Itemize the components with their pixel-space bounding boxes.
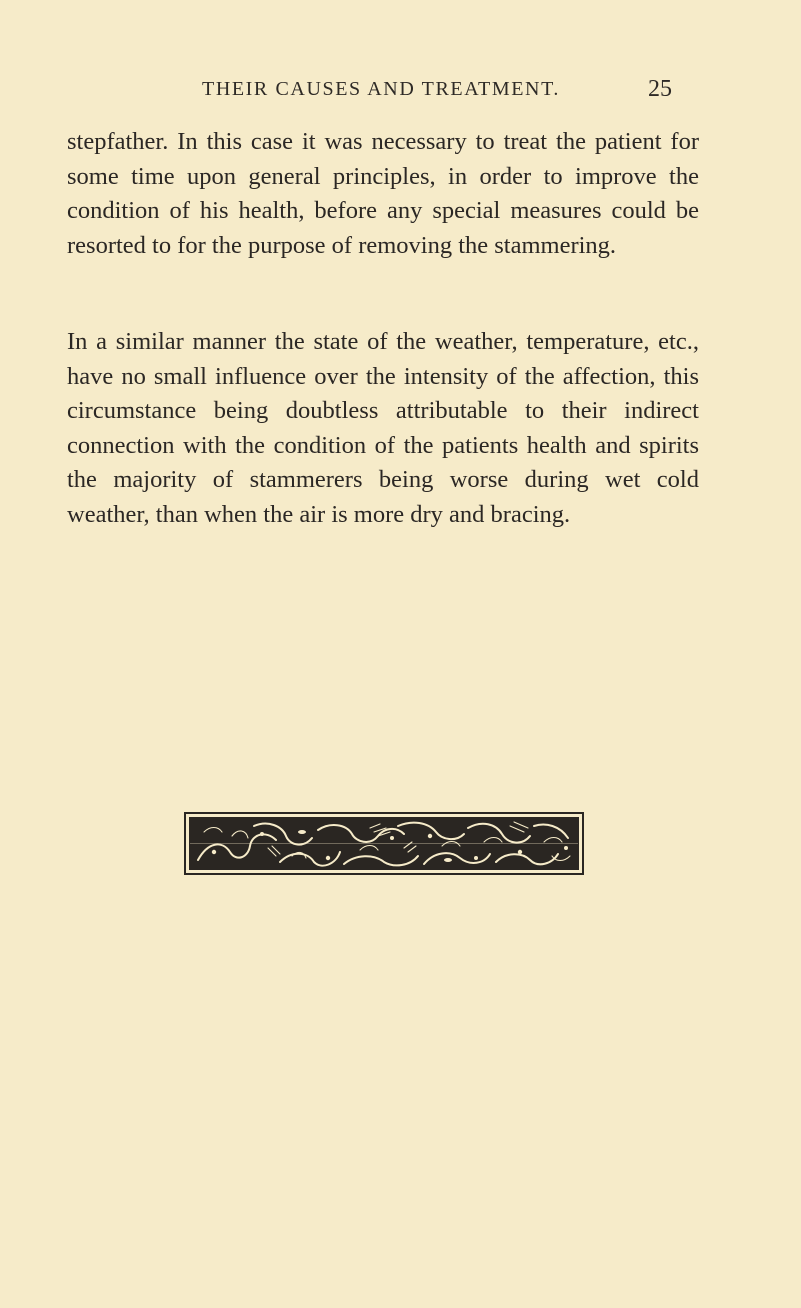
- paragraph-text: stepfather. In this case it was necessary to treat the patient for some time upon general principles, in order to improve the condition of his health, before any special measures could be resorted to for the purpose of removing the stammering.: [67, 128, 699, 259]
- running-head: [0, 78, 801, 108]
- paragraph-text: In a similar manner the state of the weather, temperature, etc., have no small influence over the intensity of the affection, this circumstance being doubtless attributable to their indirect connection with the condition of the patients health and spirits the majority of stammerers being worse during wet cold weather, than when the air is more dry and bracing.: [67, 328, 699, 528]
- paragraph-2: [67, 325, 699, 533]
- page-number: 25: [648, 76, 672, 102]
- foliate-ornament-icon: [184, 812, 584, 875]
- paragraph-1: [67, 125, 699, 263]
- running-title: THEIR CAUSES AND TREATMENT.: [202, 78, 561, 100]
